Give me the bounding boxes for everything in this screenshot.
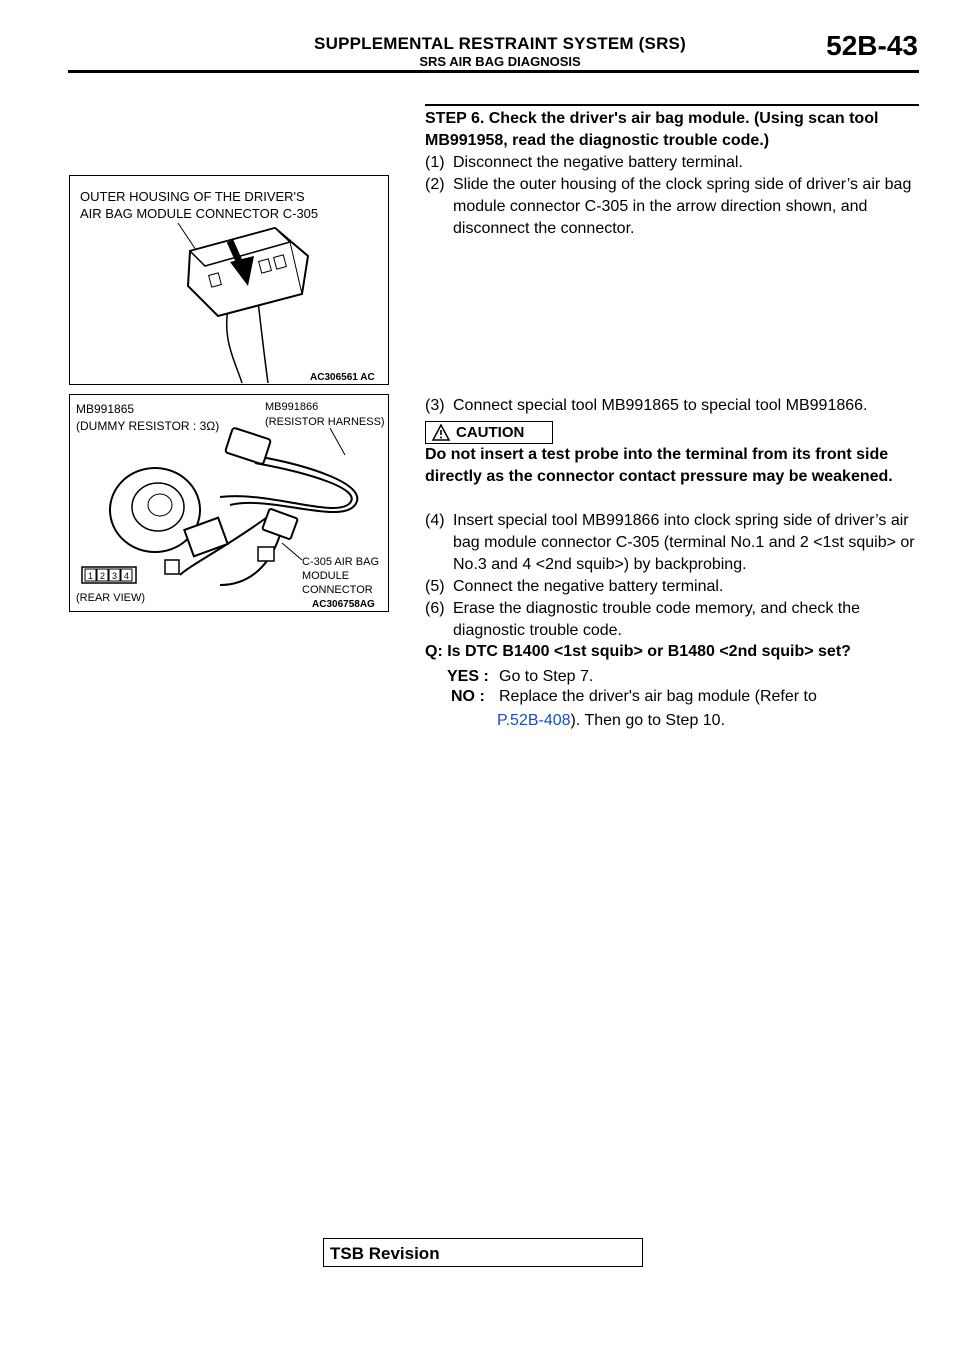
item-number: (3) <box>425 397 445 414</box>
conn-label-line2: MODULE <box>302 570 350 582</box>
section-subtitle: SRS AIR BAG DIAGNOSIS <box>419 54 581 69</box>
tool1-label-line1: MB991865 <box>76 402 135 416</box>
conn-label-line1: C-305 AIR BAG <box>302 556 380 568</box>
item-text: Erase the diagnostic trouble code memory, and check the diagnostic trouble code. <box>453 600 861 639</box>
item-text: Connect special tool MB991865 to special tool MB991866. <box>453 397 868 414</box>
item-text: Connect the negative battery terminal. <box>453 578 724 595</box>
list-item <box>425 395 920 417</box>
fig2-code: AC306758AG <box>312 599 375 610</box>
special-tools-illustration <box>70 395 388 611</box>
fig1-code: AC306561 AC <box>310 372 375 383</box>
yes-label: YES : <box>447 668 489 685</box>
page-number: 52B-43 <box>826 30 918 61</box>
item-number: (6) <box>425 600 445 617</box>
conn-label-line3: CONNECTOR <box>302 584 373 596</box>
list-item <box>425 510 920 576</box>
item-number: (1) <box>425 154 445 171</box>
fig1-label-line2: AIR BAG MODULE CONNECTOR C-305 <box>80 206 319 221</box>
step-list-b <box>425 510 920 642</box>
warning-icon <box>432 424 450 441</box>
caution-badge <box>425 421 553 444</box>
tsb-revision-box: TSB Revision <box>323 1238 643 1267</box>
no-text: Replace the driver's air bag module (Refer to <box>499 688 817 705</box>
tool2-label-line2: (RESISTOR HARNESS) <box>265 416 385 428</box>
c305-connector-plug <box>258 547 274 561</box>
pin-cells <box>85 569 132 581</box>
harness-connector <box>262 509 298 540</box>
question: Q: Is DTC B1400 <1st squib> or B1480 <2nd squib> set? <box>425 643 851 660</box>
item-number: (2) <box>425 176 445 193</box>
item-text: Slide the outer housing of the clock spring side of driver’s air bag module connector C-305 in the arrow direction shown, and disconnect the connector. <box>453 176 912 237</box>
step-list-a <box>425 152 920 240</box>
list-item <box>425 174 920 240</box>
yes-text: Go to Step 7. <box>499 668 594 685</box>
figure-special-tools <box>69 394 389 612</box>
no-text-tail: ). Then go to Step 10. <box>570 712 726 729</box>
pin-label: 3 <box>112 571 118 581</box>
reference-link[interactable]: P.52B-408 <box>497 712 571 729</box>
section-title: SUPPLEMENTAL RESTRAINT SYSTEM (SRS) <box>314 34 686 53</box>
fig1-label-line1: OUTER HOUSING OF THE DRIVER'S <box>80 189 305 204</box>
list-item <box>425 598 920 642</box>
dummy-resistor <box>225 427 271 464</box>
step-heading: STEP 6. Check the driver's air bag module. (Using scan tool MB991958, read the diagnostic trouble code.) <box>425 110 879 149</box>
cable-right-edge <box>258 301 268 383</box>
figure-connector-housing <box>69 175 389 385</box>
step-item-3 <box>425 395 920 417</box>
item-text: Disconnect the negative battery terminal. <box>453 154 743 171</box>
no-text-continued <box>497 710 725 732</box>
header-rule <box>68 70 919 73</box>
caution-text: Do not insert a test probe into the terminal from its front side directly as the connector contact pressure may be weakened. <box>425 446 893 485</box>
list-item <box>425 576 920 598</box>
step-rule <box>425 104 919 106</box>
pin-label: 1 <box>88 571 94 581</box>
item-number: (4) <box>425 512 445 529</box>
caution-label: CAUTION <box>456 424 525 441</box>
pin-label: 2 <box>100 571 106 581</box>
pin-label: 4 <box>124 571 130 581</box>
tool1-label-line2: (DUMMY RESISTOR : 3Ω) <box>76 419 220 433</box>
tool2-label-line1: MB991866 <box>265 401 319 413</box>
connector-housing-illustration <box>70 176 388 384</box>
item-text: Insert special tool MB991866 into clock spring side of driver’s air bag module connector C-305 (terminal No.1 and 2 <1st squib> or No.3 and 4 <2nd squib>) by backprobing. <box>453 512 915 573</box>
item-number: (5) <box>425 578 445 595</box>
rear-view-label: (REAR VIEW) <box>76 592 146 604</box>
harness-wire-2 <box>220 463 352 508</box>
no-label: NO : <box>451 688 485 705</box>
list-item <box>425 152 920 174</box>
